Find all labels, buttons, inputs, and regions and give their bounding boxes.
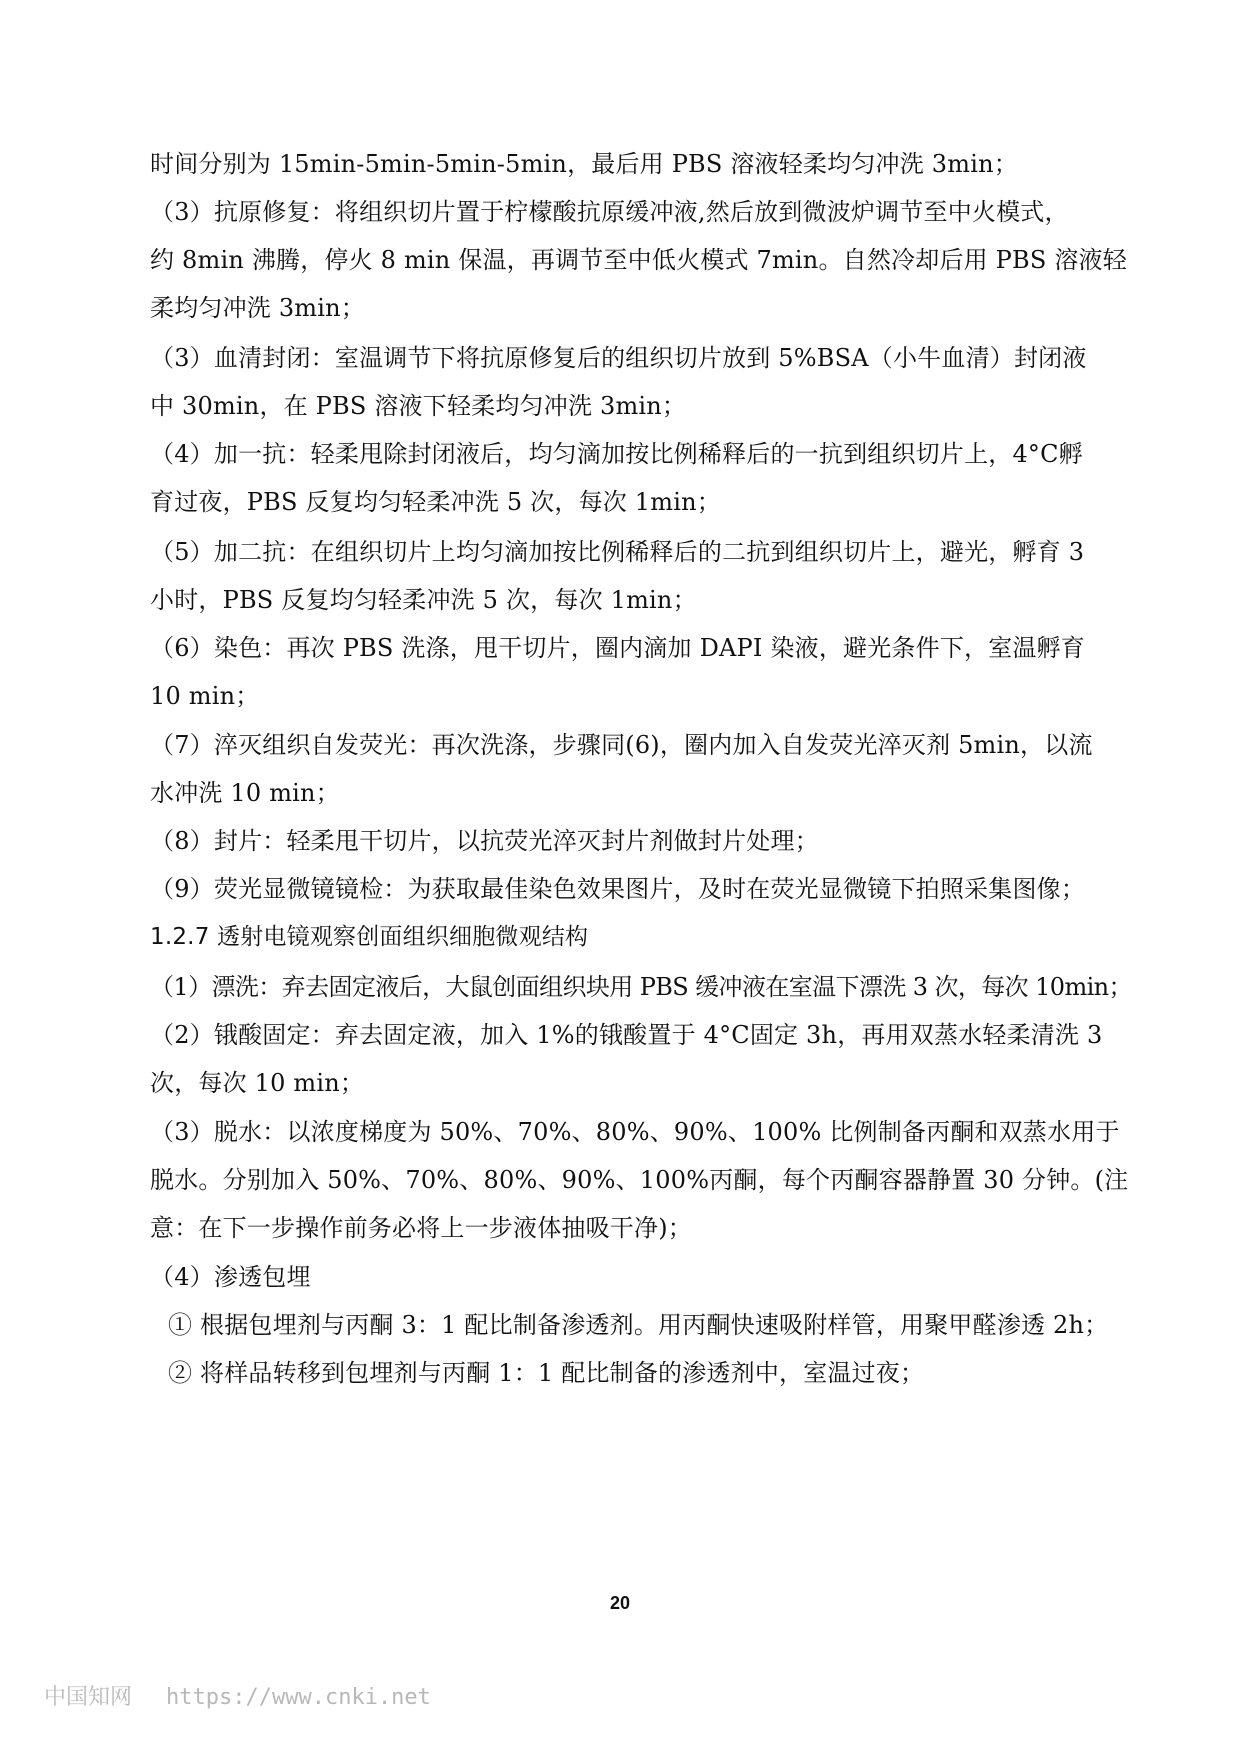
body-text-line: （4）渗透包埋 — [150, 1263, 311, 1291]
body-text-line: （5）加二抗：在组织切片上均匀滴加按比例稀释后的二抗到组织切片上，避光，孵育 3 — [150, 538, 1085, 566]
body-text-line: （8）封片：轻柔甩干切片，以抗荧光淬灭封片剂做封片处理； — [150, 827, 819, 855]
body-text-line: （2）锇酸固定：弃去固定液，加入 1%的锇酸置于 4°C固定 3h，再用双蒸水轻柔清洗 3 — [150, 1021, 1103, 1049]
watermark-url: https://www.cnki.net — [166, 1685, 431, 1710]
watermark-brand: 中国知网 — [44, 1685, 133, 1710]
watermark — [44, 1680, 431, 1711]
section-heading: 1.2.7 透射电镜观察创面组织细胞微观结构 — [150, 924, 589, 950]
body-text-line: 10 min； — [150, 682, 260, 710]
body-text-line: 意：在下一步操作前务必将上一步液体抽吸干净)； — [150, 1214, 692, 1242]
page-number: 20 — [609, 1593, 631, 1613]
body-text-line: 时间分别为 15min-5min-5min-5min，最后用 PBS 溶液轻柔均匀冲洗 3min； — [150, 150, 1018, 178]
body-text-line: ② 将样品转移到包埋剂与丙酮 1：1 配比制备的渗透剂中，室温过夜； — [168, 1359, 925, 1387]
body-text-line: （3）脱水：以浓度梯度为 50%、70%、80%、90%、100% 比例制备丙酮和双蒸水用于 — [150, 1118, 1120, 1146]
body-text-line: 中 30min，在 PBS 溶液下轻柔均匀冲洗 3min； — [150, 392, 687, 420]
body-text-line: （9）荧光显微镜镜检：为获取最佳染色效果图片，及时在荧光显微镜下拍照采集图像； — [150, 875, 1086, 903]
body-text-line: 柔均匀冲洗 3min； — [150, 294, 365, 322]
body-text-line: （3）血清封闭：室温调节下将抗原修复后的组织切片放到 5%BSA（小牛血清）封闭液 — [150, 344, 1087, 372]
body-text-line: （1）漂洗：弃去固定液后，大鼠创面组织块用 PBS 缓冲液在室温下漂洗 3 次，每次 10min； — [150, 973, 1132, 1001]
body-text-line: 小时，PBS 反复均匀轻柔冲洗 5 次，每次 1min； — [150, 586, 697, 614]
body-text-line: 次，每次 10 min； — [150, 1069, 365, 1097]
body-text-line: （7）淬灭组织自发荧光：再次洗涤，步骤同(6)，圈内加入自发荧光淬灭剂 5min，以流 — [150, 731, 1093, 759]
body-text-line: 约 8min 沸腾，停火 8 min 保温，再调节至中低火模式 7min。自然冷却后用 PBS 溶液轻 — [150, 246, 1127, 274]
body-text-line: 水冲洗 10 min； — [150, 779, 340, 807]
body-text-line: 脱水。分别加入 50%、70%、80%、90%、100%丙酮，每个丙酮容器静置 30 分钟。(注 — [150, 1166, 1129, 1194]
body-text-line: 育过夜，PBS 反复均匀轻柔冲洗 5 次，每次 1min； — [150, 488, 721, 516]
body-text-line: （4）加一抗：轻柔甩除封闭液后，均匀滴加按比例稀释后的一抗到组织切片上，4°C孵 — [150, 440, 1083, 468]
body-text-line: （3）抗原修复：将组织切片置于柠檬酸抗原缓冲液,然后放到微波炉调节至中火模式， — [150, 198, 1069, 226]
body-text-line: （6）染色：再次 PBS 洗涤，甩干切片，圈内滴加 DAPI 染液，避光条件下，室温孵育 — [150, 634, 1086, 662]
body-text-line: ① 根据包埋剂与丙酮 3：1 配比制备渗透剂。用丙酮快速吸附样管，用聚甲醛渗透 2h； — [168, 1311, 1109, 1339]
